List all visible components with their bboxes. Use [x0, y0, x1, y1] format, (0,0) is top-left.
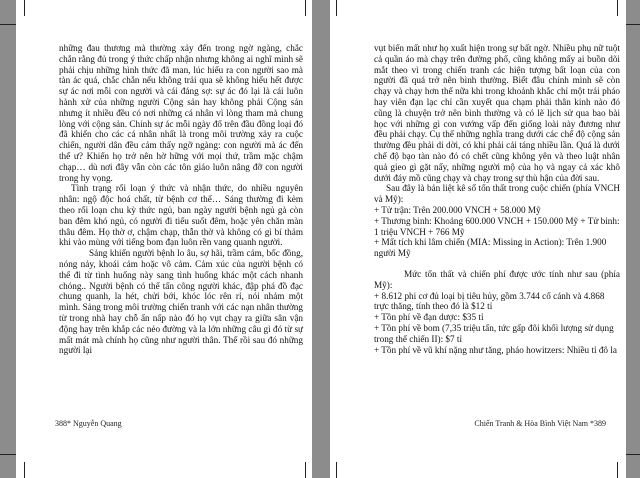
right-paragraph-3: Mức tổn thất và chiến phí được ước tính như sau (phía Mỹ):	[374, 268, 620, 290]
crop-mark	[24, 462, 25, 478]
right-page	[330, 0, 626, 478]
left-page	[16, 0, 312, 478]
right-list-item-7: + Tồn phí về vũ khí nặng như tăng, pháo howitzers: Nhiều tỉ đô la	[374, 344, 617, 355]
left-paragraph-3: Sảng khiến người bệnh lo âu, sợ hãi, trầm cảm, bốc đồng, nóng nảy, khoái cảm hoặc vô cảm. Cảm xúc của người bệnh có thể đi từ tình huống này sang tình huống khác một cách nhanh chóng.. Người bệnh có thể tấn công người khác, đập phá đồ đạc chung quanh, la hét, chửi bới, khóc lóc rên rỉ, nói nhảm một mình. Sảng trong môi trường chiến tranh với các nạn nhân thường từ trong nhà hay chỗ ẩn nấp nào đó họ vụt chạy ra giữa sân vận động hay trên khắp các nẻo đường và la lớn những câu gì đó từ sự mất mát mà chính họ cũng như người thân. Thế rồi sau đó những người lại	[59, 248, 303, 356]
crop-mark	[305, 462, 306, 478]
right-list-item-2: + Thương binh: Khoảng 600.000 VNCH + 150.000 Mỹ + Tử binh: 1 triệu VNCH + 766 Mỹ	[374, 215, 620, 237]
crop-mark	[617, 462, 618, 478]
crop-mark	[0, 24, 16, 25]
right-list-item-1: + Tử trận: Trên 200.000 VNCH + 58.000 Mỹ	[374, 204, 541, 215]
crop-mark	[626, 454, 640, 455]
right-list-item-6: + Tồn phí về bom (7,35 triệu tấn, tức gấp đôi khối lượng sử dụng trong thế chiến II): $7 tỉ	[374, 322, 614, 344]
right-paragraph-2: Sau đây là bản liệt kê số tổn thất trong cuộc chiến (phía VNCH và Mỹ):	[374, 183, 620, 205]
right-list-item-4: + 8.612 phi cơ đủ loại bị tiêu hủy, gồm 3.744 cố cánh và 4.868 trực thăng, tính theo đó là $12 tỉ	[374, 290, 605, 312]
right-page-footer: Chiến Tranh & Hòa Bình Việt Nam *389	[474, 419, 606, 428]
crop-mark	[0, 454, 16, 455]
left-page-footer: 388* Nguyễn Quang	[55, 419, 122, 428]
right-list-item-3: + Mất tích khi lâm chiến (MIA: Missing in Action): Trên 1.900 người Mỹ	[374, 237, 607, 259]
crop-mark	[305, 0, 306, 16]
crop-mark	[626, 24, 640, 25]
right-page-body	[374, 43, 620, 355]
crop-mark	[617, 0, 618, 16]
left-paragraph-2: Tình trạng rối loạn ý thức và nhận thức, do nhiều nguyên nhân: ngộ độc hoá chất, từ bệnh cơ thể… Sáng thường đi kèm theo rối loạn chu kỳ thức ngủ, ban ngày người bệnh ngủ gà còn ban đêm khó ngủ, có người đi tiểu suốt đêm, hoặc yên chăn màn thâu đêm. Họ thờ ơ, chậm chạp, thẫn thờ và không có gì bí thảm khi vào mùng với tiếng bom đạn luôn rền vang quanh người.	[59, 183, 303, 248]
right-paragraph-1: vụt biến mất như họ xuất hiện trong sự bất ngờ. Nhiều phụ nữ tuột cả quần áo mà chạy trên đường phố, cũng không mấy ai buồn dõi mắt theo vì trong chiến tranh các hiện tượng bất loạn của con người đã quá trở nên bình thường. Biết đâu chính mình sẽ còn chạy và chạy hơn thế nữa khi trong khoảnh khắc chỉ một trái pháo hay viên đạn lạc chỉ cần xuyết qua chạm phải thân kinh nào đó cũng là chuyện trở nên bình thường và có lẽ lịch sử qua bao bài học với những gì con vướng vấp đến giống loài này đương như đều phải chạy. Cụ thể những nghĩa trang dưới các chế độ cộng sản thường đều phải di dời, có khi phải cải táng nhiều lần. Quá là dưới chế độ bạo tàn nào đó có chết cũng không yên và theo luật nhân quả gieo gì gặt nấy, những người mộ của họ và ngay cả xác khô dưới đáy mồ cũng chạy và chạy trong sự thù hận của đời sau.	[374, 43, 620, 183]
right-list-item-5: + Tồn phí về đạn dược: $35 tỉ	[374, 312, 484, 323]
crop-mark	[336, 462, 337, 478]
crop-mark	[336, 0, 337, 16]
crop-mark	[24, 0, 25, 16]
left-page-body	[59, 43, 303, 356]
left-paragraph-1: những đau thương mà thường xảy đến trong ngờ ngàng, chắc chắn rằng đủ trong ý thức chấp nhận nhưng không ai nghĩ mình sẽ phải chịu những hình thức đã man, lúc hiểu ra con người sao mà tàn ác quá, chắc chắn nếu không trải qua sẽ không hiểu hết được sự ác nơi mỗi con người và cái đáng sợ: sự ác đó lại là cái luôn hành xử của những người Cộng sản hay không phải Cộng sản nhưng ít nhiều đều có nơi những cá nhân vì lòng tham mà chung lòng với cộng sản. Chính sự ác mỗi ngày đổ trên đầu đồng loại đó đã khiến cho các cá nhân nhất là trong môi trường xảy ra cuộc chiến, người dân đều cảm thấy ngỡ ngàng: con người mà ác đến thế ư? Khiến họ trở nên hờ hững với mọi thứ, trầm mặc chậm chạp… dù nơi đây vẫn còn các tôn giáo luôn nâng đỡ con người trong hy vọng.	[59, 43, 303, 183]
